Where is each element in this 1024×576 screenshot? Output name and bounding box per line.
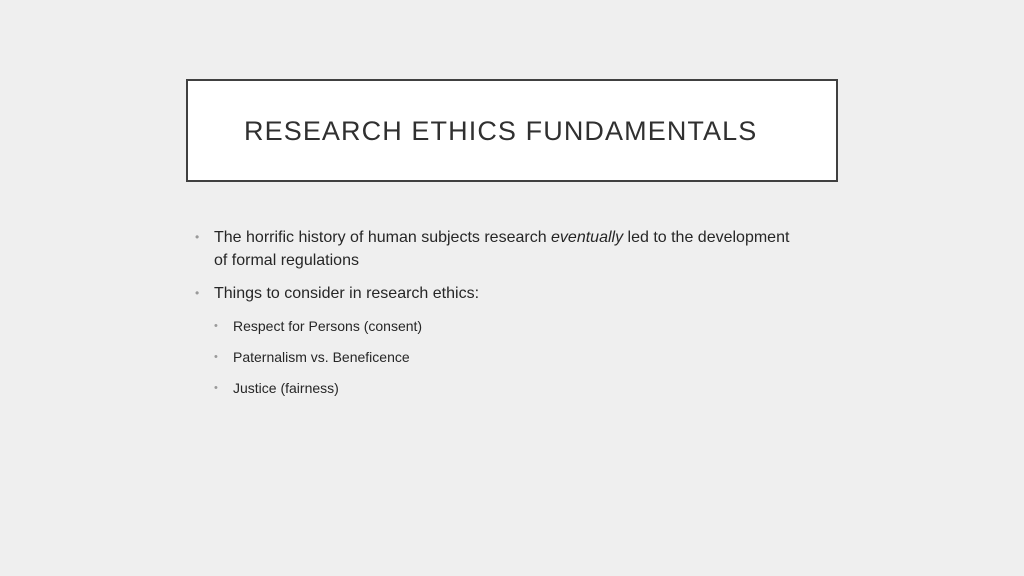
slide-title: RESEARCH ETHICS FUNDAMENTALS [244, 116, 758, 146]
sub-bullet-paternalism [214, 347, 795, 367]
bullet-icon: • [214, 382, 218, 394]
slide-content [195, 226, 795, 398]
bullet-text-part: led to the development of formal regulations [214, 229, 790, 269]
bullet-text: Things to consider in research ethics: [214, 285, 480, 302]
sub-bullet-text: Paternalism vs. Beneficence [233, 349, 410, 365]
sub-bullet-justice [214, 378, 795, 398]
sub-bullet-text: Respect for Persons (consent) [233, 318, 423, 334]
bullet-icon: • [214, 351, 218, 363]
sub-bullet-respect [214, 316, 795, 336]
bullet-emphasis: eventually [551, 229, 624, 246]
bullet-icon: • [195, 230, 200, 244]
title-box [186, 79, 838, 182]
bullet-text-part: The horrific history of human subjects research [214, 229, 552, 246]
bullet-icon: • [195, 286, 200, 300]
bullet-item-considerations [195, 282, 795, 305]
sub-bullet-text: Justice (fairness) [233, 380, 339, 396]
bullet-icon: • [214, 320, 218, 332]
bullet-item-history [195, 226, 795, 272]
